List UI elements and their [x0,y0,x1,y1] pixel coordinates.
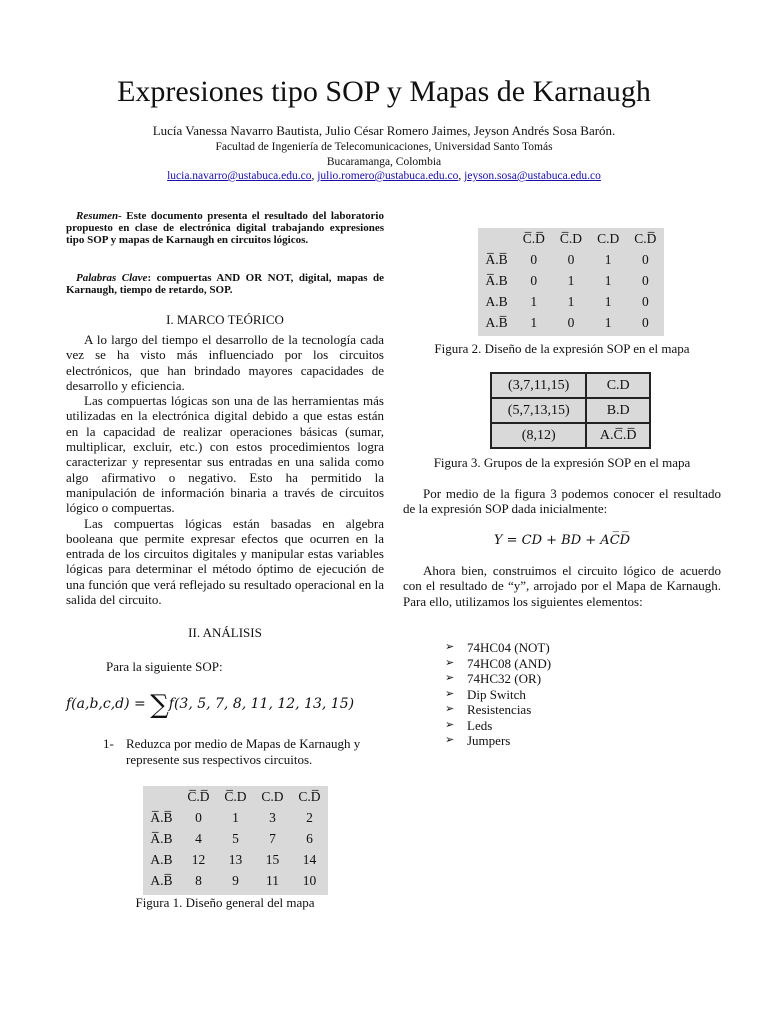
kmap-cell: 10 [302,872,317,888]
kmap-column-header: C.D [597,230,620,246]
formula-rhs: f(3, 5, 7, 8, 11, 12, 13, 15) [168,696,355,712]
kmap-cell: 1 [604,272,612,288]
arrow-bullet-icon: ➢ [445,641,455,653]
figure1-kmap [143,786,328,895]
section-heading-marco-teorico: I. MARCO TEÓRICO [166,312,284,327]
kmap-cell: 0 [530,251,538,267]
kmap-cell: 1 [604,314,612,330]
kmap-row [478,270,664,291]
component-list-item [445,687,705,703]
kmap-cell: 6 [306,830,313,846]
kmap-cell: 14 [302,851,317,867]
kmap-cell: 15 [265,851,280,867]
group-row [491,398,650,423]
list-item [103,736,385,767]
arrow-bullet-icon: ➢ [445,672,455,684]
list-item-text: Reduzca por medio de Mapas de Karnaugh y represente sus respectivos circuitos. [126,736,361,767]
group-row [491,373,650,398]
kmap-cell: 1 [530,314,538,330]
kmap-cell: 0 [195,809,202,825]
component-name: 74HC04 (NOT) [467,640,550,655]
kmap-cell: 9 [232,872,239,888]
figure3-caption: Figura 3. Grupos de la expresión SOP en el mapa [433,455,691,470]
group-minterms-cell: (8,12) [491,423,586,448]
authors: Lucía Vanessa Navarro Bautista, Julio César Romero Jaimes, Jeyson Andrés Sosa Barón. [152,123,616,138]
kmap-column-header: C.D̅ [298,788,321,804]
kmap-row-header: A̅.B [150,830,173,846]
figure1-caption: Figura 1. Diseño general del mapa [135,895,315,910]
email-line: lucia.navarro@ustabuca.edu.co, julio.romero@ustabuca.edu.co, jeyson.sosa@ustabuca.edu.co [167,170,601,182]
keywords [66,273,384,297]
email-link-julio[interactable]: julio.romero@ustabuca.edu.co [317,170,459,182]
component-name: 74HC08 (AND) [467,655,552,671]
kmap-column-header: C̅.D [224,788,247,804]
kmap-column-header: C̅.D [559,230,583,246]
sop-formula [66,690,354,720]
group-term-cell: A.C̅.D̅ [586,423,650,448]
component-name: Resistencias [467,702,532,717]
arrow-bullet-icon: ➢ [445,656,455,669]
kmap-row-header: A.B̅ [150,872,173,888]
keywords-label: Palabras Clave [76,272,148,284]
component-name: Dip Switch [467,686,526,702]
figure2-kmap [478,228,664,336]
component-list-item [445,671,705,687]
kmap-row [143,828,328,849]
kmap-cell: 1 [567,272,575,288]
kmap-cell: 12 [191,851,206,867]
kmap-cell: 0 [642,272,649,288]
component-name: 74HC32 (OR) [467,671,542,686]
keywords-text: : compuertas AND OR NOT, digital, mapas de Karnaugh, tiempo de retardo, SOP. [66,272,384,296]
kmap-cell: 7 [269,830,276,846]
paragraph: A lo largo del tiempo el desarrollo de la tecnología cada vez se ha visto más influenciado por los circuitos electrónicos, que han brindado mayores capacidades de desarrollo y eficiencia. [66,332,384,393]
paragraph: Las compuertas lógicas están basadas en algebra booleana que permite expresar efectos que ocurren en la entrada de los circuitos digitales y manipular estas variables lógicas para determinar el método óptimo de ejecución de una función que verá reflejado su resultado operacional en la salida del circuito. [66,515,384,608]
kmap-cell: 1 [232,809,239,825]
paragraph: Por medio de la figura 3 podemos conocer el resultado de la expresión SOP dada inicialmente: [403,486,721,517]
email-link-lucia[interactable]: lucia.navarro@ustabuca.edu.co [167,170,312,182]
kmap-cell: 4 [195,830,202,846]
kmap-cell: 0 [567,251,575,267]
sum-symbol: ∑ [150,690,169,720]
affiliation: Facultad de Ingeniería de Telecomunicaciones, Universidad Santo Tomás [215,141,553,153]
paper-title: Expresiones tipo SOP y Mapas de Karnaugh [117,75,651,108]
arrow-bullet-icon: ➢ [445,703,455,715]
component-name: Jumpers [467,733,511,748]
kmap-row-header: A̅.B [485,272,508,288]
paragraph: Ahora bien, construimos el circuito lógico de acuerdo con el resultado de “y”, arrojado por el Mapa de Karnaugh. Para ello, utilizamos los siguientes elementos: [403,563,721,609]
kmap-cell: 13 [228,851,243,867]
kmap-cell: 11 [266,872,279,888]
paragraph: Las compuertas lógicas son una de las herramientas más utilizadas en la electrónica digital debido a que estas están en la capacidad de realizar operaciones básicas (sumar, multiplicar, excluir, etc.) con estos procedimientos logra caracterizar y representar sus entradas en una salida como algo afirmativo o negativo. Esto ha permitido la manipulación de información binaria a través de circuitos lógico o compuertas. [66,393,384,516]
kmap-column-header: C.D [261,788,284,804]
email-link-jeyson[interactable]: jeyson.sosa@ustabuca.edu.co [464,170,601,182]
group-minterms-cell: (5,7,13,15) [491,398,586,423]
kmap-cell: 8 [195,872,202,888]
kmap-row [143,870,328,891]
kmap-row-header: A.B [150,851,173,867]
kmap-row [478,312,664,333]
kmap-cell: 0 [642,293,649,309]
kmap-cell: 0 [642,314,649,330]
component-name: Leds [467,717,493,733]
group-minterms-cell: (3,7,11,15) [491,373,586,398]
figure2-caption: Figura 2. Diseño de la expresión SOP en el mapa [434,341,690,356]
kmap-column-header: C̅.D̅ [187,788,210,804]
kmap-cell: 5 [232,830,239,846]
kmap-cell: 0 [642,251,649,267]
component-list-item [445,640,705,656]
kmap-row-header: A.B̅ [485,314,508,330]
component-list-item [445,733,705,749]
kmap-cell: 1 [567,293,575,309]
kmap-corner-cell [143,786,180,807]
section-heading-analisis: II. ANÁLISIS [188,625,262,640]
component-list-item [445,718,705,734]
group-term-cell: C.D [586,373,650,398]
abstract-label: Resumen- [76,210,122,222]
kmap-row-header: A.B [485,293,508,309]
section1-body [66,332,384,607]
kmap-cell: 1 [604,251,612,267]
kmap-row [478,291,664,312]
kmap-cell: 2 [306,809,313,825]
arrow-bullet-icon: ➢ [445,687,455,700]
kmap-cell: 0 [567,314,575,330]
kmap-row-header: A̅.B̅ [485,251,508,267]
right-text-2 [403,563,721,609]
kmap-corner-cell [478,228,515,249]
arrow-bullet-icon: ➢ [445,718,455,731]
group-row [491,423,650,448]
sop-intro: Para la siguiente SOP: [106,659,223,674]
location: Bucaramanga, Colombia [326,156,442,168]
kmap-row [478,249,664,270]
figure3-groups-table [490,372,651,449]
component-list-item [445,702,705,718]
group-term-cell: B.D [586,398,650,423]
kmap-row [143,849,328,870]
abstract [66,211,384,246]
kmap-cell: 3 [269,809,276,825]
list-item-number: 1- [103,736,114,751]
kmap-column-header: C.D̅ [634,230,657,246]
right-text-1 [403,486,721,517]
arrow-bullet-icon: ➢ [445,734,455,746]
abstract-text: Este documento presenta el resultado del laboratorio propuesto en clase de electrónica digital trabajando expresiones tipo SOP y mapas de Karnaugh en circuitos lógicos. [66,210,384,246]
kmap-cell: 0 [530,272,538,288]
kmap-column-header: C̅.D̅ [522,230,545,246]
components-list [445,640,705,749]
formula-lhs: f(a,b,c,d) = [66,696,151,712]
kmap-cell: 1 [604,293,612,309]
result-equation: Y = CD + BD + AC̅D̅ [493,533,631,548]
kmap-row-header: A̅.B̅ [150,809,173,825]
kmap-cell: 1 [530,293,538,309]
kmap-row [143,807,328,828]
component-list-item [445,656,705,672]
